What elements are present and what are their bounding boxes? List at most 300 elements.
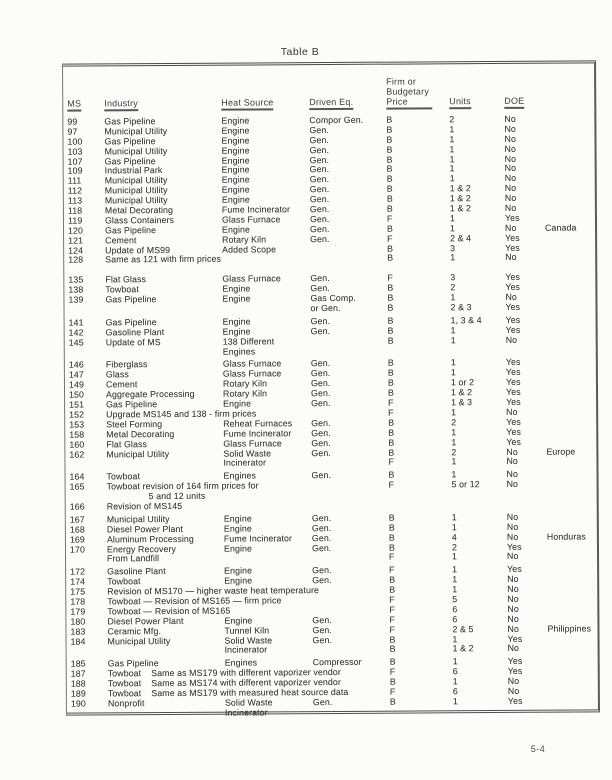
doe-cell: Yes <box>504 212 520 223</box>
heat-source-cell: Engine <box>221 184 250 195</box>
ms-cell: 128 <box>68 254 84 266</box>
industry-label: Municipal Utility <box>106 513 170 525</box>
industry-label: Towboat <box>107 678 142 689</box>
units-cell: 1 or 2 <box>450 377 475 388</box>
ms-cell: 172 <box>70 566 86 577</box>
price-cell: B <box>389 584 396 595</box>
units-cell: 1 <box>450 334 456 345</box>
price-cell: B <box>387 315 394 326</box>
industry-note: Same as MS174 with different vaporizer vendor <box>151 677 341 689</box>
price-cell: F <box>387 233 393 244</box>
country-cell: Philippines <box>547 623 592 634</box>
driven-eq-cell <box>312 481 389 491</box>
price-cell: B <box>386 134 393 145</box>
doe-cell: No <box>504 202 517 213</box>
heat-source-cell: Rotary Kiln <box>223 388 268 399</box>
ms-cell: 142 <box>68 327 84 338</box>
driven-eq-cell: Gen. <box>309 164 330 175</box>
units-cell: 1 <box>452 696 458 707</box>
heat-source-cell: Engines <box>223 470 257 481</box>
ms-cell: 165 <box>69 481 85 492</box>
heat-source-cell: Incinerator <box>224 644 268 656</box>
industry-label: Energy Recovery <box>106 543 176 554</box>
price-cell: B <box>387 243 394 254</box>
doe-cell: No <box>504 183 517 194</box>
doe-cell: No <box>504 133 516 144</box>
ms-cell: 160 <box>69 439 85 450</box>
ms-cell: 179 <box>70 606 86 617</box>
table-row <box>69 345 596 358</box>
industry-note: Same as MS179 with measured heat source data <box>151 686 349 699</box>
units-cell: 1 <box>450 367 456 378</box>
units-cell: 1, 3 & 4 <box>450 315 482 326</box>
country-cell <box>545 302 595 312</box>
price-cell: F <box>389 686 396 697</box>
driven-eq-cell <box>312 501 389 511</box>
country-cell <box>547 489 597 499</box>
industry-label: Same as 121 with firm prices <box>105 254 221 265</box>
heat-source-cell: Engine <box>221 164 250 176</box>
driven-eq-cell <box>310 254 387 264</box>
driven-eq-cell <box>313 707 390 717</box>
heat-source-cell: Reheat Furnaces <box>223 418 293 429</box>
country-cell <box>547 480 597 490</box>
industry-label: Ceramic Mfg. <box>107 625 162 637</box>
doe-cell: No <box>507 613 519 624</box>
price-cell: B <box>388 417 395 428</box>
country-cell <box>548 667 598 677</box>
country-cell <box>545 293 595 303</box>
driven-eq-cell <box>310 244 387 254</box>
driven-eq-cell: Gas Comp. <box>310 292 356 304</box>
units-cell: 1 & 3 <box>451 397 473 408</box>
units-cell: 1 & 2 <box>452 643 474 654</box>
heat-source-cell: Engines <box>224 657 258 668</box>
doe-cell: No <box>504 163 517 174</box>
ms-cell: 167 <box>69 514 85 525</box>
ms-cell: 180 <box>70 616 86 627</box>
country-cell <box>546 378 596 388</box>
driven-eq-cell: Gen. <box>311 447 331 458</box>
units-cell: 1 <box>449 134 455 145</box>
doe-cell: No <box>506 469 519 480</box>
driven-eq-cell: Gen. <box>309 144 330 155</box>
price-cell: B <box>389 676 396 687</box>
driven-eq-cell: Gen. <box>309 124 329 136</box>
driven-eq-cell: Gen. <box>310 233 330 244</box>
units-cell: 1 <box>449 163 455 174</box>
price-cell: B <box>387 292 394 303</box>
industry-note: Same as MS179 with different vaporizer vendor <box>151 667 341 679</box>
country-cell: Canada <box>544 222 577 233</box>
heat-source-cell: Engine <box>221 115 250 126</box>
units-cell: 2 <box>451 417 457 428</box>
ms-cell: 119 <box>67 215 83 226</box>
industry-label: Gas Pipeline <box>105 294 157 305</box>
heat-source-cell <box>224 481 312 491</box>
heat-source-cell: Solid Waste <box>224 634 273 646</box>
ms-cell: 138 <box>68 284 84 295</box>
heat-source-cell: Rotary Kiln <box>222 378 268 389</box>
ms-cell: 152 <box>69 409 85 420</box>
country-cell <box>547 565 597 575</box>
country-cell <box>546 358 596 368</box>
industry-label: Gas Pipeline <box>104 155 156 166</box>
units-cell <box>452 490 507 500</box>
heat-source-cell: Fume Incinerator <box>221 204 291 215</box>
doe-cell: Yes <box>507 695 523 706</box>
heat-source-cell: Engine <box>223 513 252 524</box>
industry-label: Diesel Power Plant <box>107 615 184 627</box>
price-cell: F <box>389 564 395 575</box>
units-cell: 1 <box>451 436 457 447</box>
units-cell: 1 <box>449 213 455 224</box>
price-cell <box>389 500 452 510</box>
country-cell <box>546 345 596 355</box>
units-cell: 1 <box>451 512 457 523</box>
doe-cell: No <box>506 479 519 490</box>
ms-cell: 145 <box>68 337 84 348</box>
units-cell: 6 <box>452 686 458 697</box>
doe-cell: No <box>506 406 518 417</box>
driven-eq-cell: Gen. <box>311 398 331 409</box>
industry-label: 5 and 12 units <box>148 490 206 502</box>
driven-eq-cell: Gen. <box>311 512 332 523</box>
doe-cell: No <box>504 222 517 233</box>
country-cell: Europe <box>546 446 576 457</box>
units-cell: 2 & 4 <box>450 232 472 243</box>
units-cell: 1 & 2 <box>449 203 471 214</box>
page-number: 5-4 <box>530 744 546 754</box>
doe-cell: No <box>507 675 520 687</box>
units-cell: 1 & 2 <box>449 193 471 204</box>
industry-label: Towboat <box>106 471 141 482</box>
units-cell: 1 <box>452 656 458 667</box>
ms-cell: 166 <box>69 501 85 512</box>
doe-cell: Yes <box>507 633 523 644</box>
price-cell: B <box>389 574 396 585</box>
heat-source-cell: Added Scope <box>222 243 277 255</box>
header-price: Firm or Budgetary Price <box>386 76 449 109</box>
units-cell: 5 <box>452 594 458 605</box>
country-cell <box>546 457 596 467</box>
country-cell <box>545 273 595 283</box>
doe-cell <box>507 490 547 500</box>
industry-label: Gas Pipeline <box>104 116 156 127</box>
industry-cell <box>105 305 222 316</box>
doe-cell: No <box>506 521 519 532</box>
driven-eq-cell: Gen. <box>312 575 332 586</box>
header-doe: DOE <box>504 96 544 109</box>
ms-cell: 168 <box>69 524 85 535</box>
industry-label: Steel Forming <box>106 418 163 430</box>
country-cell <box>546 315 596 325</box>
price-cell: B <box>386 183 393 194</box>
units-cell: 1 <box>451 521 457 532</box>
ms-cell: 141 <box>68 317 84 328</box>
country-cell <box>547 512 597 522</box>
driven-eq-cell: Gen. <box>312 614 332 625</box>
doe-cell: No <box>506 531 519 542</box>
industry-cell <box>107 502 224 513</box>
units-cell: 1 <box>450 292 456 303</box>
driven-eq-cell <box>311 458 388 468</box>
price-cell <box>388 346 451 356</box>
heat-source-cell: Engine <box>224 615 253 626</box>
driven-eq-cell <box>312 491 389 501</box>
ms-cell: 169 <box>69 534 85 545</box>
table-row <box>71 644 598 657</box>
header-units: Units <box>449 96 504 109</box>
ms-cell: 99 <box>67 116 78 127</box>
industry-label: Gasoline Plant <box>107 566 166 577</box>
industry-label: Fiberglass <box>105 359 148 370</box>
price-cell: F <box>389 594 395 605</box>
price-cell: B <box>389 656 396 667</box>
industry-label: Towboat <box>105 284 139 295</box>
units-cell: 1 <box>452 564 458 575</box>
heat-source-cell <box>224 554 312 564</box>
price-cell: B <box>387 335 394 346</box>
industry-label: Gasoline Plant <box>105 326 165 338</box>
ms-cell: 187 <box>70 668 86 679</box>
price-cell: B <box>388 532 395 543</box>
industry-label: Glass Containers <box>104 214 175 226</box>
units-cell: 1 <box>451 456 457 467</box>
industry-label: Municipal Utility <box>106 448 170 459</box>
heat-source-cell: Glass Furnace <box>221 214 281 225</box>
driven-eq-cell: Gen. <box>310 315 331 327</box>
price-cell: F <box>388 407 394 418</box>
heat-source-cell: Fume Incinerator <box>223 532 293 544</box>
doe-cell: No <box>507 574 519 585</box>
country-cell <box>545 194 595 204</box>
country-cell <box>546 417 596 427</box>
industry-label: Municipal Utility <box>104 125 168 137</box>
industry-cell <box>106 459 223 470</box>
ms-cell: 124 <box>68 245 84 256</box>
ms-cell: 153 <box>69 419 85 430</box>
units-cell: 1 <box>449 124 455 135</box>
driven-eq-cell <box>313 645 390 655</box>
heat-source-cell: Engine <box>221 224 251 235</box>
country-cell <box>545 144 595 154</box>
doe-cell: Yes <box>505 272 521 283</box>
units-cell: 6 <box>452 613 458 625</box>
heat-source-cell: Engine <box>222 326 251 337</box>
heat-source-cell: Glass Furnace <box>223 437 282 449</box>
price-cell: B <box>389 644 396 655</box>
driven-eq-cell <box>311 336 388 346</box>
driven-eq-cell <box>312 596 389 606</box>
page-title: Table B <box>280 46 320 58</box>
units-cell: 1 <box>452 584 458 595</box>
ms-cell <box>71 709 108 719</box>
industry-label: Glass <box>105 369 129 380</box>
country-cell <box>546 335 596 345</box>
country-cell <box>545 283 595 293</box>
heat-source-cell <box>222 255 310 265</box>
ms-cell <box>69 460 106 470</box>
heat-source-cell <box>222 304 310 314</box>
driven-eq-cell: Compressor <box>312 657 362 668</box>
heat-source-cell: Fume Incinerator <box>223 427 292 439</box>
doe-cell: No <box>505 252 517 263</box>
ms-cell: 158 <box>69 429 85 440</box>
industry-label: Flat Glass <box>105 274 146 285</box>
driven-eq-cell: Gen. <box>311 522 332 533</box>
price-cell: B <box>386 164 393 175</box>
doe-cell: No <box>505 334 518 345</box>
industry-label: Gas Pipeline <box>104 135 156 147</box>
price-cell: B <box>386 114 393 125</box>
ms-cell: 135 <box>68 274 84 285</box>
driven-eq-cell: or Gen. <box>310 302 341 314</box>
industry-label: Cement <box>105 234 137 246</box>
ms-cell: 150 <box>69 389 85 400</box>
ms-cell: 113 <box>67 195 83 206</box>
heat-source-cell: Incinerator <box>224 707 268 718</box>
industry-label: Aluminum Processing <box>106 533 194 544</box>
ms-cell: 97 <box>67 126 78 137</box>
driven-eq-cell <box>312 586 389 596</box>
country-cell <box>544 134 594 144</box>
units-cell: 2 <box>451 541 458 552</box>
table-row <box>70 552 597 565</box>
heat-source-cell: Engine <box>223 523 252 534</box>
industry-label: Revision of MS145 <box>106 500 183 512</box>
ms-cell: 183 <box>70 626 86 637</box>
driven-eq-cell: Gen. <box>309 184 330 195</box>
units-cell <box>453 707 508 717</box>
ms-cell <box>69 348 106 358</box>
driven-eq-cell: Gen. <box>311 542 332 553</box>
heat-source-cell: Glass Furnace <box>222 358 282 370</box>
country-cell <box>544 124 594 134</box>
industry-label: Industrial Park <box>104 165 163 176</box>
driven-eq-cell: Gen. <box>311 470 332 481</box>
doe-cell <box>507 500 547 510</box>
ms-cell: 162 <box>69 449 85 460</box>
country-cell <box>546 407 596 417</box>
ms-cell: 149 <box>68 379 84 390</box>
industry-cell <box>108 708 225 719</box>
ms-cell: 185 <box>70 658 86 669</box>
doe-cell: No <box>506 446 518 457</box>
doe-cell: Yes <box>507 564 522 575</box>
units-cell: 1 <box>449 153 455 164</box>
price-cell: F <box>386 213 393 224</box>
driven-eq-cell: Gen. <box>311 427 331 438</box>
industry-label: Towboat <box>107 668 142 679</box>
ms-cell: 188 <box>70 678 86 689</box>
country-cell: Honduras <box>546 531 586 542</box>
doe-cell: No <box>504 173 517 184</box>
ms-cell: 190 <box>70 698 86 709</box>
ms-cell <box>68 305 105 315</box>
doe-cell: No <box>505 292 517 303</box>
industry-label: Municipal Utility <box>104 185 168 196</box>
driven-eq-cell: Gen. <box>312 565 332 576</box>
header-industry: Industry <box>104 98 221 112</box>
ms-cell: 120 <box>68 225 84 236</box>
units-cell: 4 <box>451 531 457 542</box>
heat-source-cell: Glass Furnace <box>222 273 281 285</box>
industry-label: Nonprofit <box>107 698 145 709</box>
country-cell <box>545 253 595 263</box>
price-cell: B <box>386 144 393 155</box>
driven-eq-cell: Gen. <box>309 204 330 215</box>
ms-cell: 146 <box>68 359 84 371</box>
price-cell: F <box>387 272 393 284</box>
doe-cell: Yes <box>505 282 521 293</box>
doe-cell: Yes <box>507 656 523 667</box>
ms-cell: 118 <box>67 205 83 216</box>
doe-cell: Yes <box>505 324 521 335</box>
table-header-row <box>67 75 594 111</box>
units-cell: 1 <box>449 223 456 234</box>
price-cell: B <box>388 522 395 533</box>
industry-label: Towboat — Revision of MS165 — firm price <box>107 595 282 607</box>
country-cell <box>545 174 595 184</box>
heat-source-cell: Tunnel Kiln <box>224 625 270 636</box>
driven-eq-cell: Gen. <box>309 194 330 205</box>
table-row <box>68 302 595 315</box>
driven-eq-cell: Gen. <box>310 358 331 369</box>
ms-cell: 189 <box>70 688 86 699</box>
heat-source-cell: Incinerator <box>223 457 267 469</box>
doe-cell: Yes <box>506 416 521 427</box>
doe-cell: No <box>506 456 518 467</box>
doe-cell: Yes <box>506 436 522 447</box>
units-cell: 6 <box>452 666 458 677</box>
doe-cell: Yes <box>505 367 521 378</box>
doe-cell <box>508 706 548 716</box>
heat-source-cell: Engine <box>221 135 250 146</box>
driven-eq-cell: Gen. <box>310 378 331 389</box>
price-cell: B <box>386 154 393 165</box>
heat-source-cell <box>224 491 312 501</box>
price-cell: B <box>388 437 395 448</box>
driven-eq-cell: Gen. <box>310 325 331 336</box>
industry-cell <box>105 255 222 266</box>
heat-source-cell: Glass Furnace <box>222 368 282 380</box>
ms-cell: 107 <box>67 156 83 167</box>
units-cell: 2 <box>449 114 455 125</box>
units-cell: 1 <box>452 676 458 687</box>
units-cell: 1 <box>451 426 457 437</box>
doe-cell: Yes <box>506 541 522 552</box>
driven-eq-cell: Gen. <box>309 174 330 185</box>
table-row <box>71 706 598 719</box>
heat-source-cell <box>224 596 312 606</box>
country-cell <box>547 584 597 594</box>
units-cell: 1 <box>449 173 455 184</box>
ms-cell: 112 <box>67 185 83 196</box>
price-cell: F <box>388 457 394 468</box>
country-cell <box>547 499 597 509</box>
country-cell <box>548 686 598 696</box>
price-cell: B <box>389 696 396 707</box>
industry-label: From Landfill <box>107 553 160 564</box>
doe-cell: No <box>507 603 519 614</box>
driven-eq-cell: Compor Gen. <box>309 114 364 126</box>
units-cell: 1 <box>451 407 457 418</box>
industry-label: Municipal Utility <box>104 195 168 206</box>
country-cell <box>544 114 594 124</box>
driven-eq-cell: Gen. <box>311 532 332 543</box>
price-cell: F <box>389 614 395 625</box>
